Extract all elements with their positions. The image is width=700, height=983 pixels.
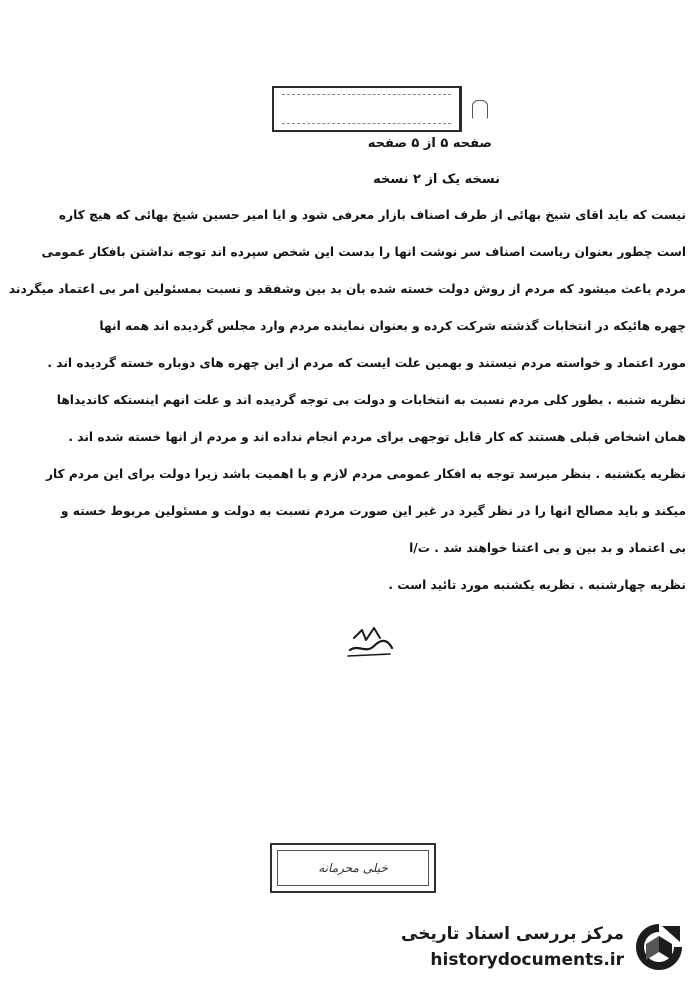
confidential-stamp-text: خیلی محرمانه [277, 850, 429, 886]
body-line: بی اعتماد و بد بین و بی اعتنا خواهند شد . ت/ا [409, 541, 686, 555]
archive-logo [401, 918, 688, 976]
body-line: مردم باعث میشود که مردم از روش دولت خسته شده بان بد بین وشفقد و نسبت بمسئولین امر بی اعتماد میگردند [8, 282, 686, 296]
body-line: نظریه شنبه . بطور کلی مردم نسبت به انتخابات و دولت بی توجه گردیده اند و علت انهم اینستکه کاندیداها [56, 393, 686, 407]
confidential-stamp [270, 843, 436, 893]
archive-url: historydocuments.ir [430, 950, 624, 970]
page-number-line: صفحه ۵ از ۵ صفحه [367, 136, 492, 151]
body-line: است چطور بعنوان ریاست اصناف سر نوشت انها را بدست این شخص سپرده اند توجه نداشتن بافکار عمومی [41, 245, 686, 259]
body-line: نظریه چهارشنبه . نظریه یکشنبه مورد تائید است . [388, 578, 686, 592]
signature-mark [344, 620, 396, 660]
body-line: میکند و باید مصالح انها را در نظر گیرد در غیر این صورت مردم نسبت به دولت و مسئولین مربوط خسته و [60, 504, 686, 518]
body-line: چهره هائیکه در انتخابات گذشته شرکت کرده و بعنوان نماینده مردم وارد مجلس گردیده اند همه انها [99, 319, 686, 333]
document-body [8, 206, 686, 594]
archive-name: مرکز بررسی اسناد تاریخی [401, 924, 624, 944]
body-line: همان اشخاص قبلی هستند که کار قابل توجهی برای مردم انجام نداده اند و مردم از انها خسته شده اند . [68, 430, 686, 444]
handwritten-mark [472, 100, 488, 119]
classification-stamp-top [272, 86, 462, 132]
body-line: نظریه یکشنبه . بنظر میرسد توجه به افکار عمومی مردم لازم و با اهمیت باشد زیرا دولت برای این مردم کار [45, 467, 686, 481]
copy-number-line: نسخه یک از ۲ نسخه [373, 172, 500, 187]
body-line: مورد اعتماد و خواسته مردم نیستند و بهمین علت ایست که مردم از این چهره های دوباره خسته گردیده اند . [47, 356, 686, 370]
body-line: نیست که باید اقای شیخ بهائی از طرف اصناف بازار معرفی شود و ایا امیر حسین شیخ بهائی که هیچ کاره [58, 208, 686, 222]
archive-emblem-icon [632, 920, 686, 974]
